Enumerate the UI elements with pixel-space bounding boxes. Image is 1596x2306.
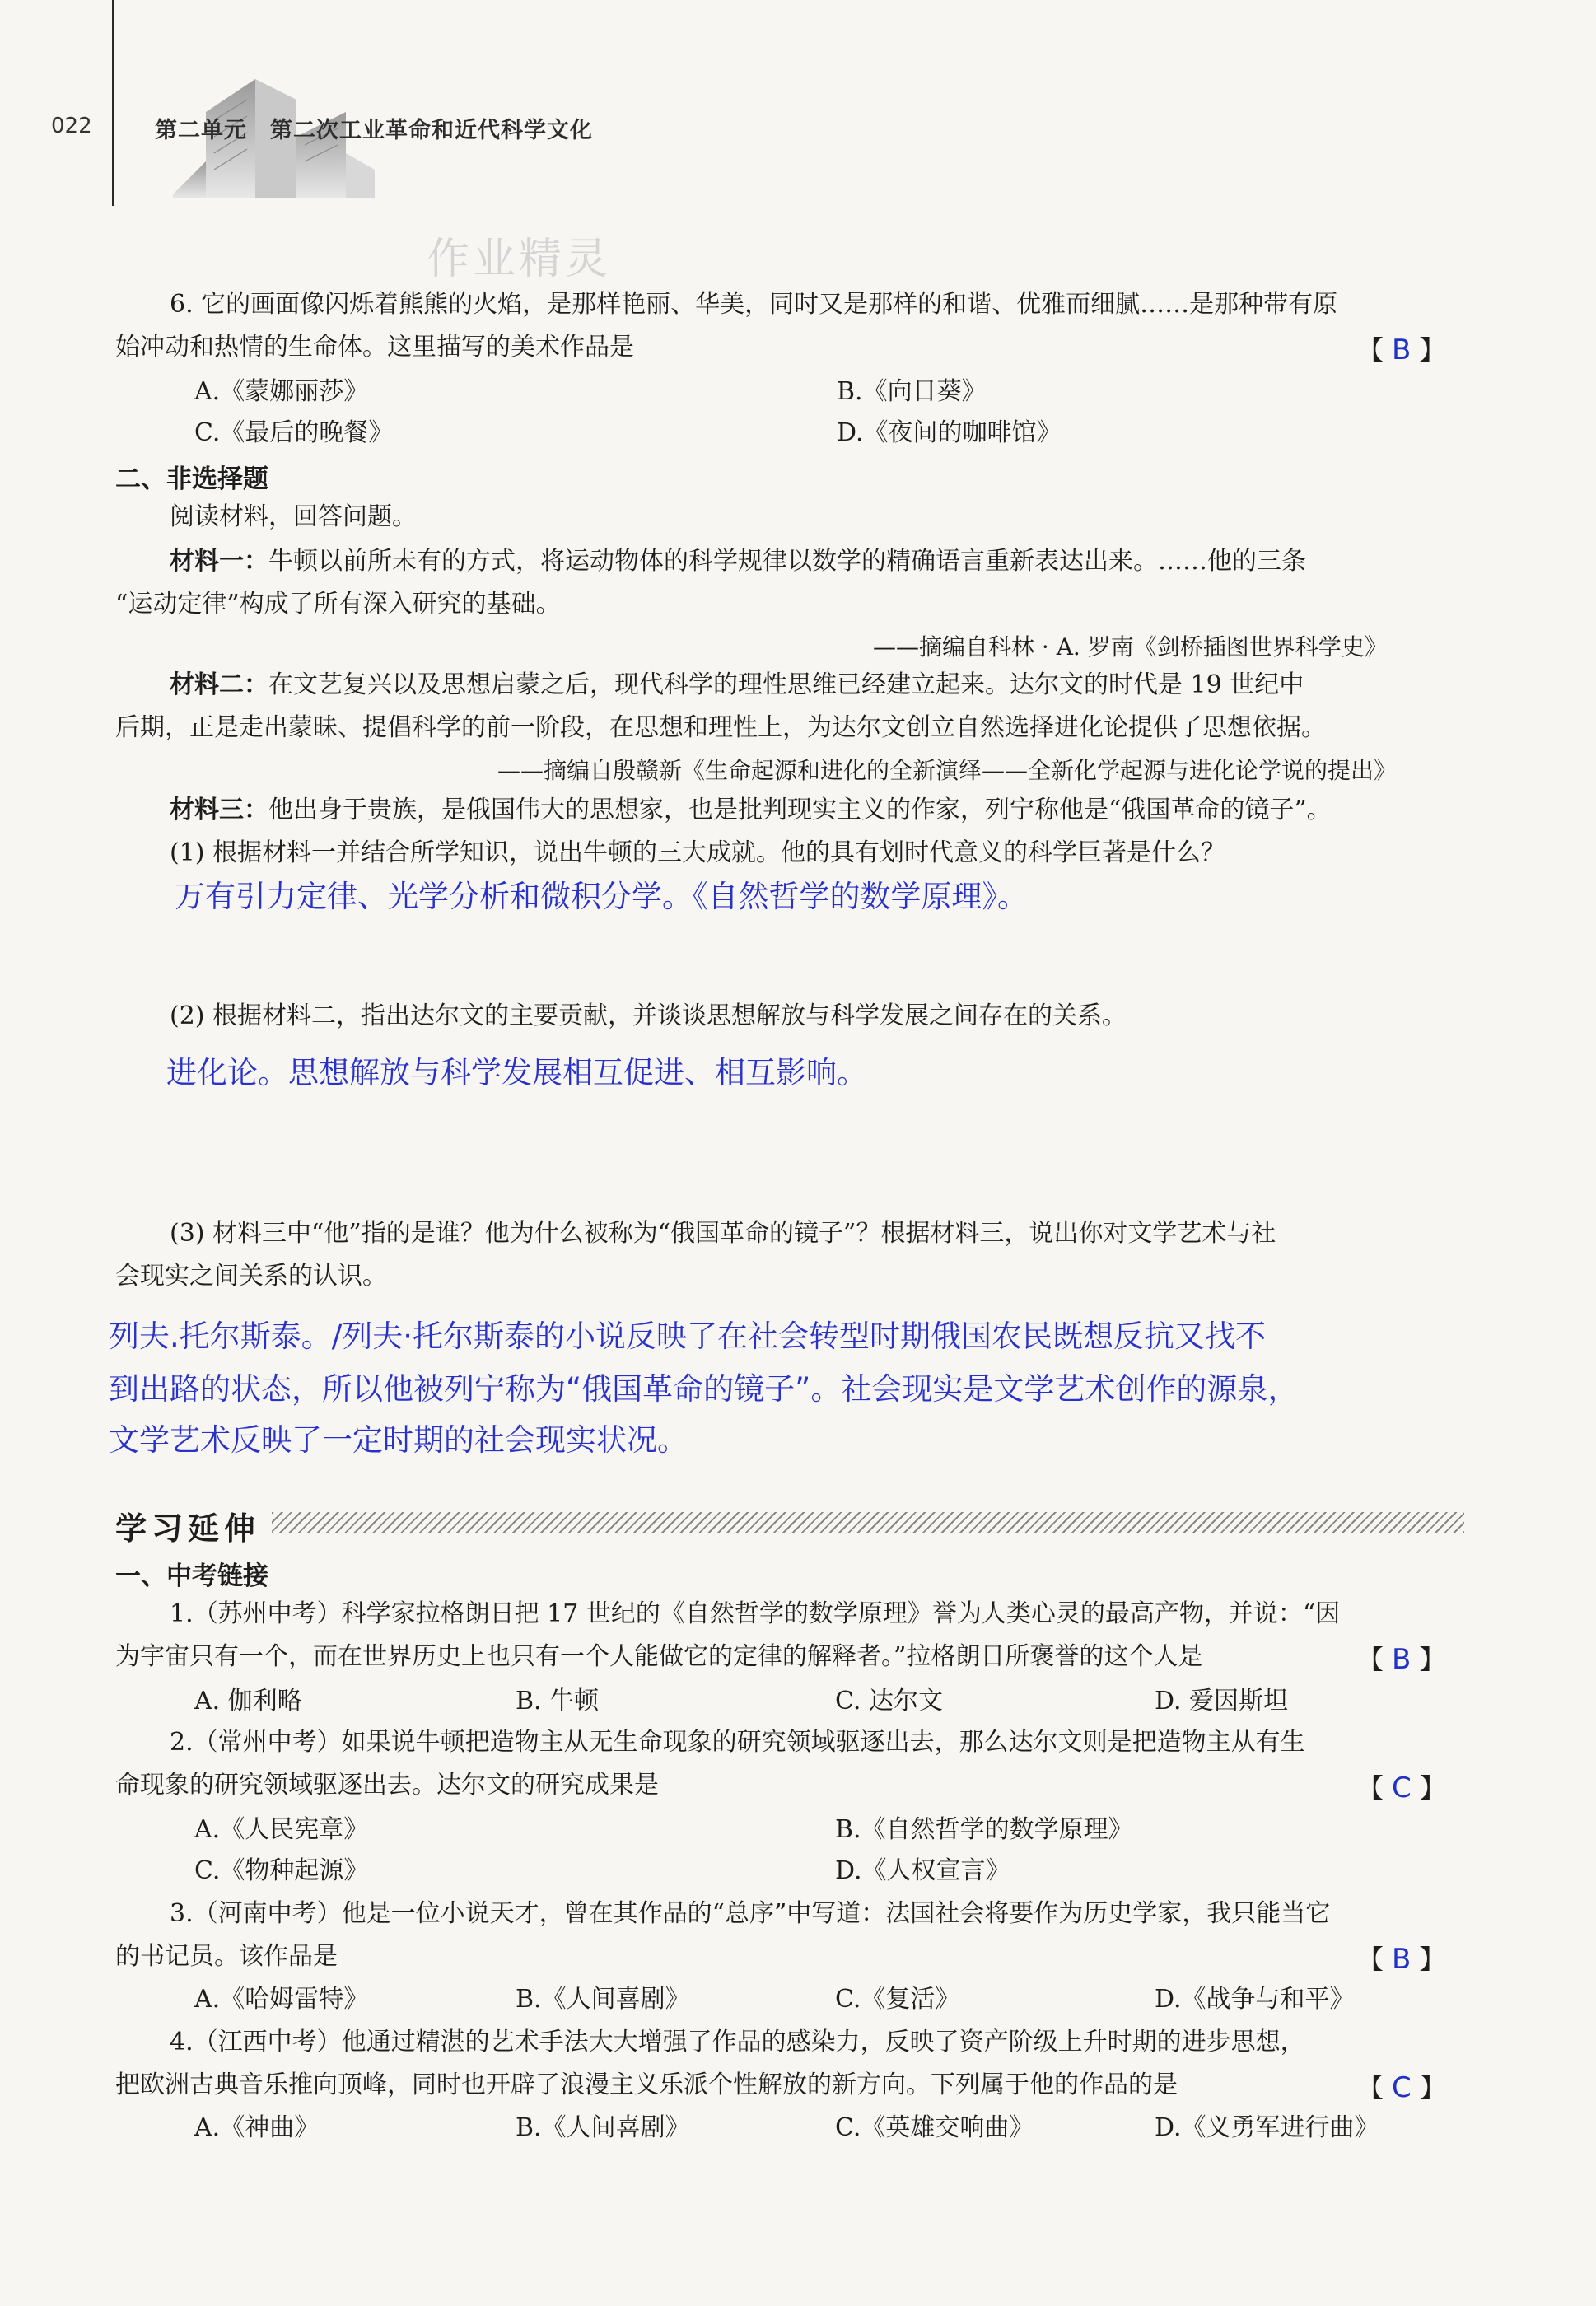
q6-answer: B — [1392, 334, 1412, 366]
ext-q1-option-a: A. 伽利略 — [194, 1687, 302, 1715]
ext-q4-option-c: C.《英雄交响曲》 — [835, 2113, 1034, 2142]
part2-intro: 阅读材料，回答问题。 — [170, 502, 417, 531]
ext-q1-option-d: D. 爱因斯坦 — [1155, 1687, 1289, 1715]
part2-a3-line3: 文学艺术反映了一定时期的社会现实状况。 — [109, 1422, 688, 1458]
ext-q1-answer: B — [1392, 1643, 1412, 1676]
ext-q2-option-d: D.《人权宣言》 — [835, 1856, 1010, 1885]
ext-q2-line1: 2.（常州中考）如果说牛顿把造物主从无生命现象的研究领域驱逐出去，那么达尔文则是把造物主从有生 — [170, 1728, 1305, 1757]
part2-heading: 二、非选择题 — [115, 464, 268, 494]
part2-q3-line2: 会现实之间关系的认识。 — [115, 1262, 387, 1291]
part2-q3-line1: (3) 材料三中“他”指的是谁？他为什么被称为“俄国革命的镜子”？根据材料三，说出你对文学艺术与社 — [170, 1219, 1276, 1248]
q6-answer-box: 【 B 】 — [1357, 334, 1446, 366]
part2-q1: (1) 根据材料一并结合所学知识，说出牛顿的三大成就。他的具有划时代意义的科学巨著是什么？ — [170, 838, 1226, 867]
material2-source: ——摘编自殷赣新《生命起源和进化的全新演绎——全新化学起源与进化论学说的提出》 — [497, 757, 1398, 784]
material3-text: 他出身于贵族，是俄国伟大的思想家，也是批判现实主义的作家，列宁称他是“俄国革命的镜子”。 — [268, 796, 1332, 824]
ext-q3-option-b: B.《人间喜剧》 — [516, 1985, 690, 2014]
ext-q4-line2: 把欧洲古典音乐推向顶峰，同时也开辟了浪漫主义乐派个性解放的新方向。下列属于他的作品的是 — [115, 2070, 1178, 2099]
ext-q3-option-a: A.《哈姆雷特》 — [194, 1985, 369, 2014]
ext-q4-option-d: D.《义勇军进行曲》 — [1155, 2113, 1379, 2142]
part2-a3-line1: 列夫.托尔斯泰。/列夫·托尔斯泰的小说反映了在社会转型时期俄国农民既想反抗又找不 — [109, 1319, 1266, 1354]
ext-q2-line2: 命现象的研究领域驱逐出去。达尔文的研究成果是 — [115, 1771, 659, 1800]
ext-q3-line2: 的书记员。该作品是 — [115, 1942, 338, 1971]
q6-option-c: C.《最后的晚餐》 — [194, 418, 394, 447]
material1-line1 — [170, 540, 1306, 583]
material1-line2: “运动定律”构成了所有深入研究的基础。 — [115, 590, 561, 619]
material2-label: 材料二： — [170, 670, 268, 699]
ext-q3-answer: B — [1392, 1943, 1412, 1976]
material2-line2: 后期，正是走出蒙昧、提倡科学的前一阶段，在思想和理性上，为达尔文创立自然选择进化论提供了思想依据。 — [115, 713, 1326, 742]
q6-option-d: D.《夜间的咖啡馆》 — [837, 418, 1062, 447]
q6-option-a: A.《蒙娜丽莎》 — [194, 377, 369, 406]
q6-line2: 始冲动和热情的生命体。这里描写的美术作品是 — [115, 333, 634, 362]
ext-q4-answer: C — [1392, 2071, 1412, 2104]
ext-q1-option-c: C. 达尔文 — [835, 1687, 943, 1715]
ext-q1-option-b: B. 牛顿 — [516, 1687, 600, 1715]
watermark: 作业精灵 — [427, 235, 612, 284]
q6-line1: 6. 它的画面像闪烁着熊熊的火焰，是那样艳丽、华美，同时又是那样的和谐、优雅而细腻……是那种带有原 — [170, 290, 1338, 319]
material1-text: 牛顿以前所未有的方式，将运动物体的科学规律以数学的精确语言重新表达出来。……他的三条 — [268, 547, 1306, 576]
ext-q3-option-c: C.《复活》 — [835, 1985, 960, 2014]
material1-label: 材料一： — [170, 547, 268, 576]
ext-q2-answer: C — [1392, 1772, 1412, 1804]
q6-option-b: B.《向日葵》 — [837, 377, 987, 406]
ext-q3-line1: 3.（河南中考）他是一位小说天才，曾在其作品的“总序”中写道：法国社会将要作为历史学家，我只能当它 — [170, 1899, 1331, 1928]
ext-q2-option-c: C.《物种起源》 — [194, 1856, 369, 1885]
material2-text: 在文艺复兴以及思想启蒙之后，现代科学的理性思维已经建立起来。达尔文的时代是 19 世纪中 — [268, 670, 1304, 699]
material1-source: ——摘编自科林 · A. 罗南《剑桥插图世界科学史》 — [873, 633, 1388, 661]
page-number: 022 — [51, 114, 92, 138]
material2-line1 — [170, 664, 1304, 707]
ext-q2-answer-box: 【 C 】 — [1357, 1772, 1446, 1804]
part2-q2: (2) 根据材料二，指出达尔文的主要贡献，并谈谈思想解放与科学发展之间存在的关系。 — [170, 1001, 1127, 1030]
part2-a2: 进化论。思想解放与科学发展相互促进、相互影响。 — [166, 1055, 867, 1090]
ext-q1-line2: 为宇宙只有一个，而在世界历史上也只有一个人能做它的定律的解释者。”拉格朗日所褒誉的这个人是 — [115, 1642, 1203, 1671]
ext-q4-option-b: B.《人间喜剧》 — [516, 2113, 690, 2142]
part2-a1: 万有引力定律、光学分析和微积分学。《自然哲学的数学原理》。 — [175, 879, 1028, 914]
unit-title: 第二单元 第二次工业革命和近代科学文化 — [155, 118, 593, 143]
extension-subheading: 一、中考链接 — [115, 1561, 268, 1591]
ext-q4-option-a: A.《神曲》 — [194, 2113, 320, 2142]
extension-title: 学习延伸 — [115, 1510, 261, 1547]
ext-q1-answer-box: 【 B 】 — [1357, 1643, 1446, 1676]
ext-q3-answer-box: 【 B 】 — [1357, 1943, 1446, 1976]
ext-q4-answer-box: 【 C 】 — [1357, 2071, 1446, 2104]
material3-label: 材料三： — [170, 796, 268, 824]
ext-q1-line1: 1.（苏州中考）科学家拉格朗日把 17 世纪的《自然哲学的数学原理》誉为人类心灵的最高产物，并说：“因 — [170, 1599, 1341, 1628]
part2-a3-line2: 到出路的状态，所以他被列宁称为“俄国革命的镜子”。社会现实是文学艺术创作的源泉， — [109, 1371, 1299, 1407]
material3-line1 — [170, 789, 1332, 832]
ext-q2-option-a: A.《人民宪章》 — [194, 1815, 369, 1844]
ext-q3-option-d: D.《战争与和平》 — [1155, 1985, 1355, 2014]
ext-q4-line1: 4.（江西中考）他通过精湛的艺术手法大大增强了作品的感染力，反映了资产阶级上升时期的进步思想， — [170, 2028, 1305, 2056]
margin-rule — [112, 0, 114, 206]
section-hatch-divider — [272, 1512, 1464, 1533]
ext-q2-option-b: B.《自然哲学的数学原理》 — [835, 1815, 1133, 1844]
